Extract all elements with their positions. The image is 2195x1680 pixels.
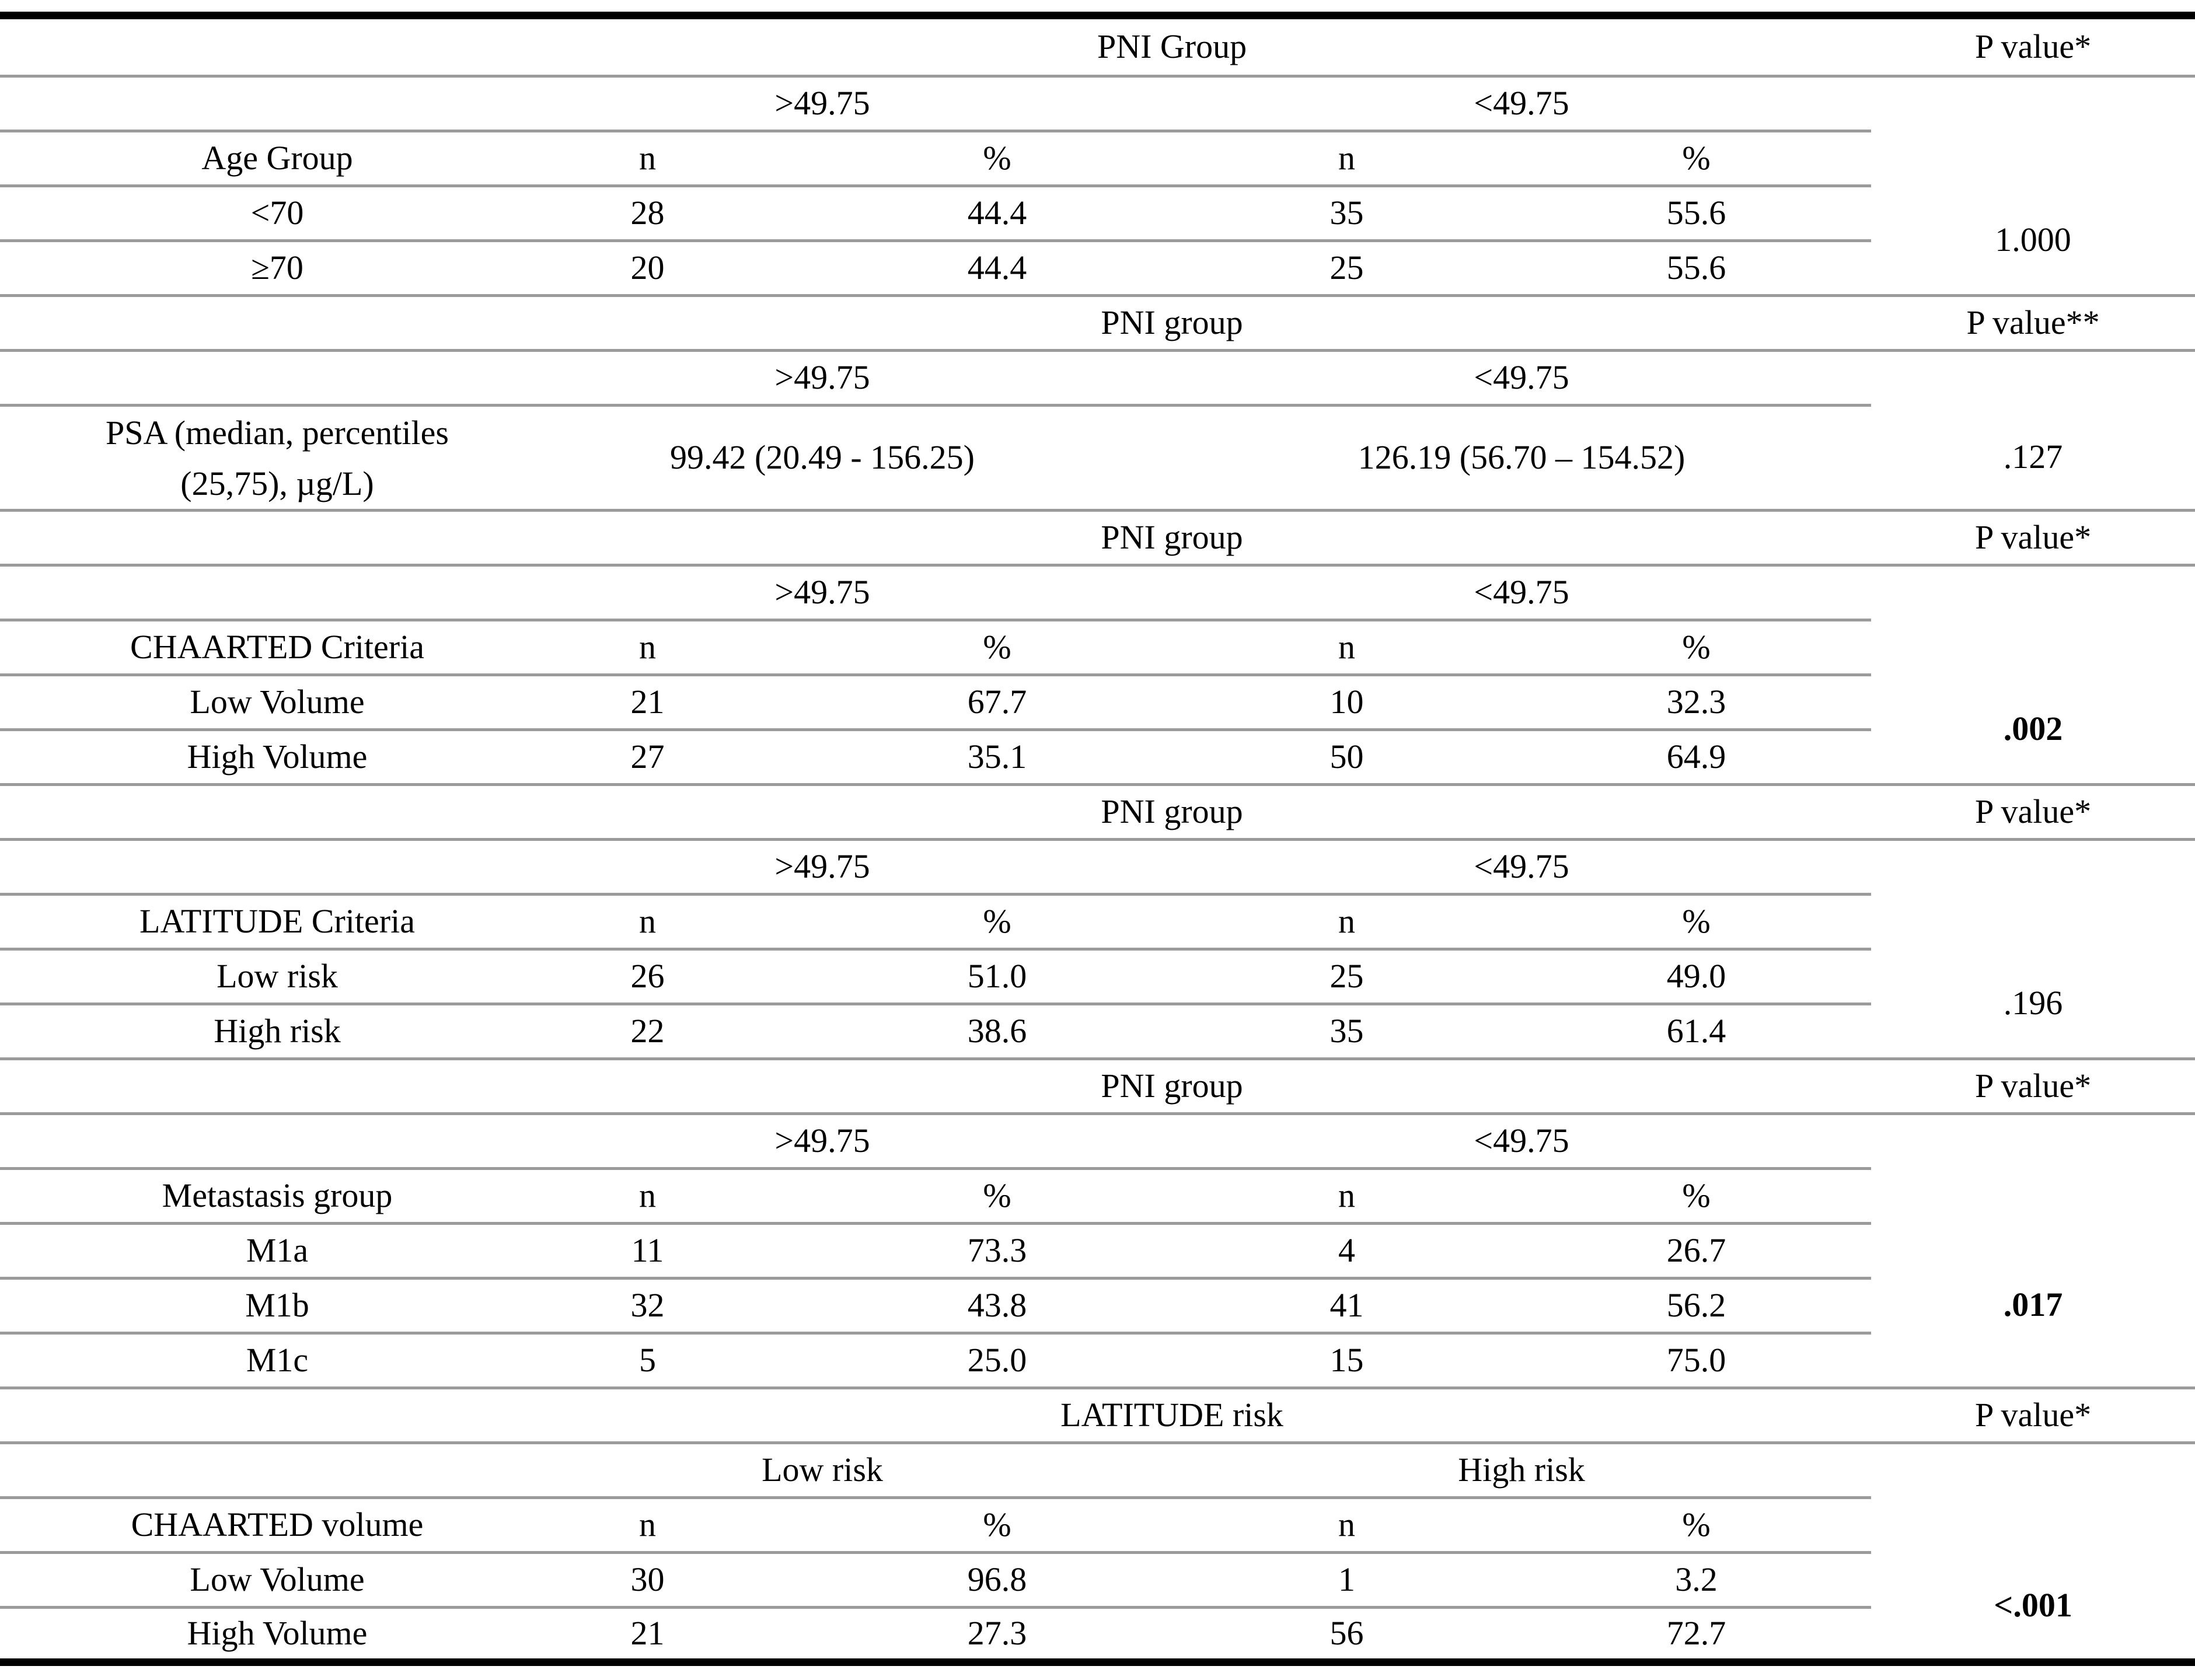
psa-label [0, 406, 473, 511]
p-value: .017 [1871, 1224, 2195, 1388]
empty-cell [1871, 1114, 2195, 1224]
empty-cell [1871, 1443, 2195, 1553]
empty-cell [0, 296, 473, 351]
pct-value: 73.3 [822, 1224, 1172, 1279]
p-value: .002 [1871, 675, 2195, 785]
p-value-header: P value* [1871, 785, 2195, 840]
empty-cell [0, 1443, 473, 1498]
row-label: Low Volume [0, 1553, 473, 1608]
subheader-n: n [1172, 620, 1522, 675]
pct-value: 64.9 [1522, 730, 1871, 785]
n-value: 4 [1172, 1224, 1522, 1279]
risk-level-header: High risk [1172, 1443, 1871, 1498]
group-threshold-header: >49.75 [473, 351, 1172, 406]
pct-value: 3.2 [1522, 1553, 1871, 1608]
n-value: 5 [473, 1333, 822, 1388]
n-value: 27 [473, 730, 822, 785]
subheader-n: n [473, 131, 822, 186]
subheader-pct: % [822, 1498, 1172, 1553]
subheader-n: n [1172, 1169, 1522, 1224]
n-value: 25 [1172, 241, 1522, 296]
table-row [0, 785, 2195, 840]
table-row [0, 351, 2195, 406]
row-label: High Volume [187, 1614, 368, 1653]
table-row [0, 1553, 2195, 1608]
subheader-n: n [1172, 895, 1522, 949]
group-threshold-header: <49.75 [1172, 351, 1871, 406]
pct-value: 43.8 [822, 1279, 1172, 1333]
n-value: 22 [473, 1004, 822, 1059]
p-value: .196 [1871, 949, 2195, 1059]
pct-value: 38.6 [822, 1004, 1172, 1059]
table-row [0, 1498, 2195, 1553]
subheader-pct: % [822, 620, 1172, 675]
p-value: <.001 [1994, 1586, 2072, 1624]
pni-group-header: PNI group [473, 785, 1871, 840]
n-value: 20 [473, 241, 822, 296]
subheader-n: n [473, 1498, 822, 1553]
table-row [0, 16, 2195, 76]
table-row [0, 949, 2195, 1004]
n-value: 35 [1172, 186, 1522, 241]
pct-value: 55.6 [1522, 186, 1871, 241]
table-row [0, 241, 2195, 296]
group-threshold-header: <49.75 [1172, 76, 1871, 131]
pct-value: 25.0 [822, 1333, 1172, 1388]
pct-value: 56.2 [1522, 1279, 1871, 1333]
table-row [0, 565, 2195, 620]
psa-label-line1: PSA (median, percentiles [106, 413, 449, 452]
group-threshold-header: >49.75 [473, 76, 1172, 131]
pct-value: 67.7 [822, 675, 1172, 730]
pct-value: 27.3 [967, 1614, 1027, 1653]
row-label: High risk [0, 1004, 473, 1059]
results-table [0, 12, 2195, 1666]
n-value: 28 [473, 186, 822, 241]
n-value: 15 [1172, 1333, 1522, 1388]
empty-cell [0, 511, 473, 565]
variable-header: Metastasis group [0, 1169, 473, 1224]
subheader-pct: % [822, 1169, 1172, 1224]
group-threshold-header: <49.75 [1172, 840, 1871, 895]
table-row [0, 1443, 2195, 1498]
pct-value: 44.4 [822, 241, 1172, 296]
n-value: 10 [1172, 675, 1522, 730]
pct-value: 96.8 [822, 1553, 1172, 1608]
subheader-n: n [1172, 131, 1522, 186]
row-label: M1a [0, 1224, 473, 1279]
psa-value-left: 99.42 (20.49 - 156.25) [473, 406, 1172, 511]
table-row [0, 1388, 2195, 1443]
pct-value: 26.7 [1522, 1224, 1871, 1279]
table-row [0, 296, 2195, 351]
empty-cell [1871, 351, 2195, 406]
group-threshold-header: >49.75 [473, 1114, 1172, 1169]
empty-cell [0, 565, 473, 620]
table-row [0, 840, 2195, 895]
n-value: 11 [473, 1224, 822, 1279]
variable-header: CHAARTED Criteria [0, 620, 473, 675]
subheader-pct: % [1522, 620, 1871, 675]
pni-group-header: PNI group [473, 511, 1871, 565]
subheader-n: n [1172, 1498, 1522, 1553]
p-value-header: P value** [1871, 296, 2195, 351]
pct-value: 49.0 [1522, 949, 1871, 1004]
empty-cell [1871, 565, 2195, 675]
p-value-header: P value* [1871, 511, 2195, 565]
table-row [0, 1279, 2195, 1333]
row-label: High Volume [0, 730, 473, 785]
empty-cell [0, 1059, 473, 1114]
table-row [0, 1169, 2195, 1224]
pni-group-header: PNI group [473, 1059, 1871, 1114]
pct-value: 44.4 [822, 186, 1172, 241]
n-value: 21 [473, 675, 822, 730]
table-row [0, 675, 2195, 730]
subheader-n: n [473, 620, 822, 675]
subheader-pct: % [1522, 895, 1871, 949]
subheader-pct: % [1522, 1498, 1871, 1553]
n-value: 30 [473, 1553, 822, 1608]
psa-value-right: 126.19 (56.70 – 154.52) [1172, 406, 1871, 511]
table-row [0, 895, 2195, 949]
table-row [0, 76, 2195, 131]
table-row [0, 1114, 2195, 1169]
group-threshold-header: <49.75 [1172, 565, 1871, 620]
n-value: 25 [1172, 949, 1522, 1004]
pct-value: 35.1 [822, 730, 1172, 785]
table-row [0, 186, 2195, 241]
subheader-pct: % [1522, 131, 1871, 186]
table-row [0, 620, 2195, 675]
pni-group-header: PNI Group [473, 16, 1871, 76]
subheader-n: n [473, 895, 822, 949]
n-value: 26 [473, 949, 822, 1004]
empty-cell [0, 76, 473, 131]
row-label: ≥70 [0, 241, 473, 296]
n-value: 21 [630, 1614, 665, 1653]
empty-cell [0, 1388, 473, 1443]
group-threshold-header: >49.75 [473, 840, 1172, 895]
empty-cell [0, 785, 473, 840]
n-value: 50 [1172, 730, 1522, 785]
empty-cell [0, 16, 473, 76]
pni-group-header: PNI group [473, 296, 1871, 351]
empty-cell [1871, 76, 2195, 186]
table-row [0, 1333, 2195, 1388]
pct-value: 75.0 [1522, 1333, 1871, 1388]
empty-cell [0, 1114, 473, 1169]
subheader-pct: % [1522, 1169, 1871, 1224]
table-row [0, 1224, 2195, 1279]
empty-cell [0, 840, 473, 895]
empty-cell [1871, 840, 2195, 949]
subheader-n: n [473, 1169, 822, 1224]
group-threshold-header: <49.75 [1172, 1114, 1871, 1169]
table-row [0, 406, 2195, 511]
table-row [0, 131, 2195, 186]
subheader-pct: % [822, 895, 1172, 949]
risk-level-header: Low risk [473, 1443, 1172, 1498]
variable-header: Age Group [0, 131, 473, 186]
n-value: 35 [1172, 1004, 1522, 1059]
latitude-risk-header: LATITUDE risk [473, 1388, 1871, 1443]
row-label: Low risk [0, 949, 473, 1004]
empty-cell [0, 351, 473, 406]
variable-header: CHAARTED volume [0, 1498, 473, 1553]
p-value-header: P value* [1871, 1059, 2195, 1114]
p-value: .127 [1871, 406, 2195, 511]
row-label: Low Volume [0, 675, 473, 730]
n-value: 41 [1172, 1279, 1522, 1333]
variable-header: LATITUDE Criteria [0, 895, 473, 949]
row-label: M1c [0, 1333, 473, 1388]
pct-value: 61.4 [1522, 1004, 1871, 1059]
group-threshold-header: >49.75 [473, 565, 1172, 620]
p-value: 1.000 [1871, 186, 2195, 296]
row-label: M1b [0, 1279, 473, 1333]
pct-value: 51.0 [822, 949, 1172, 1004]
n-value: 1 [1172, 1553, 1522, 1608]
table-row [0, 511, 2195, 565]
n-value: 32 [473, 1279, 822, 1333]
pct-value: 32.3 [1522, 675, 1871, 730]
table-row [0, 1608, 2195, 1662]
n-value: 56 [1329, 1614, 1364, 1653]
p-value-header: P value* [1871, 16, 2195, 76]
row-label: <70 [0, 186, 473, 241]
pct-value: 72.7 [1666, 1614, 1726, 1653]
table-row [0, 1059, 2195, 1114]
subheader-pct: % [822, 131, 1172, 186]
p-value-header: P value* [1871, 1388, 2195, 1443]
table-row [0, 730, 2195, 785]
pct-value: 55.6 [1522, 241, 1871, 296]
psa-label-line2: (25,75), µg/L) [180, 464, 374, 502]
table-row [0, 1004, 2195, 1059]
